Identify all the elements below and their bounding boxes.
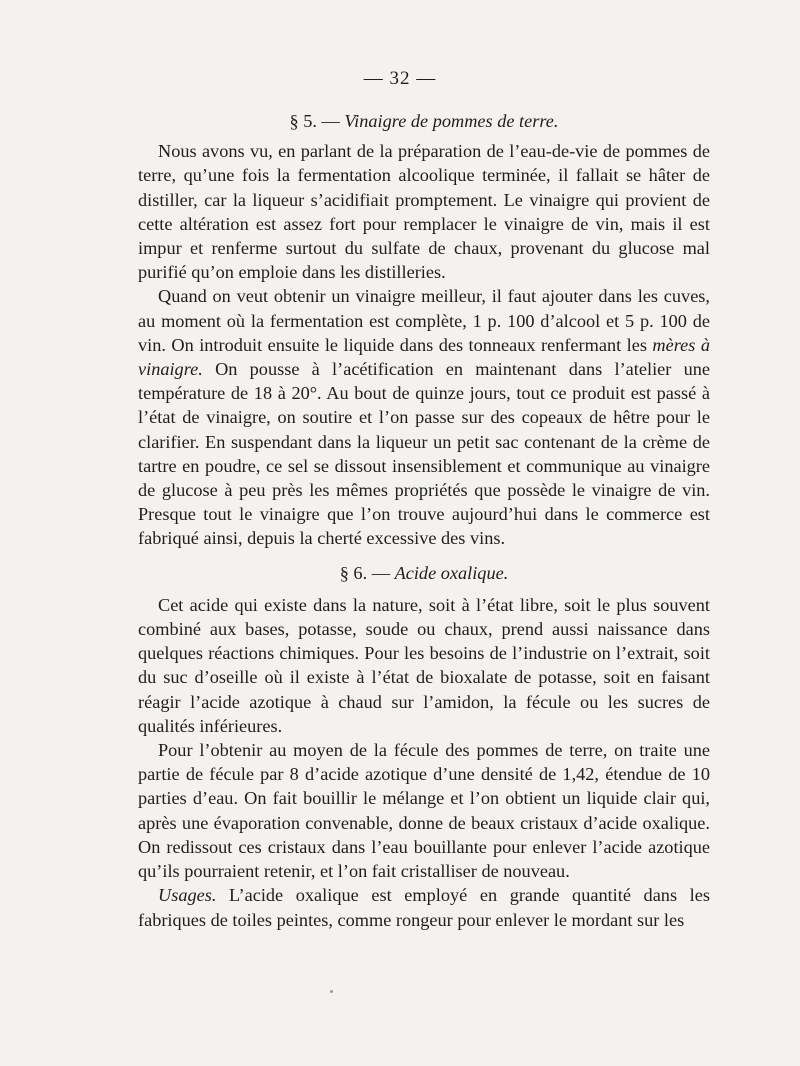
section-title: Vinaigre de pommes de terre.: [344, 111, 559, 131]
paragraph-text: On pousse à l’acétification en maintenant dans l’atelier une température de 18 à 20°. Au bout de quinze jours, tout ce produit est passé à l’état de vinaigre, on soutire et l’on passe sur des copeaux de hêtre pour le clarifier. En suspendant dans la liqueur un petit sac contenant de la crème de tartre en poudre, ce sel se dissout insensiblement et communique au vinaigre de glucose à peu près les mêmes propriétés que possède le vinaigre de vin. Presque tout le vinaigre que l’on trouve aujourd’hui dans le commerce est fabriqué ainsi, depuis la cherté excessive des vins.: [138, 359, 710, 549]
italic-term: mères à vinaigre.: [138, 334, 710, 380]
italic-term: Usages.: [158, 885, 217, 906]
section-label: § 6. —: [339, 562, 395, 583]
paragraph: [138, 883, 710, 931]
section-heading-6: [138, 561, 710, 585]
paragraph: [138, 284, 710, 550]
page-number: — 32 —: [363, 68, 437, 89]
section-label: § 5. —: [289, 111, 345, 131]
paragraph-text: L’acide oxalique est employé en grande quantité dans les fabriques de toiles peintes, comme rongeur pour enlever le mordant sur les: [138, 885, 710, 930]
paragraph: Nous avons vu, en parlant de la préparation de l’eau-de-vie de pommes de terre, qu’une fois la fermentation alcoolique terminée, il fallait se hâter de distiller, car la liqueur s’acidifiait promptement. Le vinaigre qui provient de cette altération est assez fort pour remplacer le vinaigre de vin, mais il est impur et renferme surtout du sulfate de chaux, provenant du glucose mal purifié qu’on emploie dans les distilleries.: [138, 141, 710, 283]
paragraph-text: Quand on veut obtenir un vinaigre meilleur, il faut ajouter dans les cuves, au moment où la fermentation est complète, 1 p. 100 d’alcool et 5 p. 100 de vin. On introduit ensuite le liquide dans des tonneaux renfermant les: [138, 286, 710, 355]
paragraph: Pour l’obtenir au moyen de la fécule des pommes de terre, on traite une partie de fécule par 8 d’acide azotique d’une densité de 1,42, étendue de 10 parties d’eau. On fait bouillir le mélange et l’on obtient un liquide clair qui, après une évaporation convenable, donne de beaux cristaux d’acide oxalique. On redissout ces cristaux dans l’eau bouillante pour enlever l’acide azotique qu’ils pourraient retenir, et l’on fait cristalliser de nouveau.: [138, 740, 710, 882]
page-body: [138, 105, 710, 932]
paragraph: Cet acide qui existe dans la nature, soit à l’état libre, soit le plus souvent combiné aux bases, potasse, soude ou chaux, prend aussi naissance dans quelques réactions chimiques. Pour les besoins de l’industrie on l’extrait, soit du suc d’oseille où il existe à l’état de bioxalate de potasse, soit en faisant réagir l’acide azotique à chaud sur l’amidon, la fécule ou les sucres de qualités inférieures.: [138, 594, 710, 736]
ink-speck: [330, 990, 333, 993]
section-heading-5: [138, 109, 710, 133]
section-title: Acide oxalique.: [394, 562, 509, 583]
